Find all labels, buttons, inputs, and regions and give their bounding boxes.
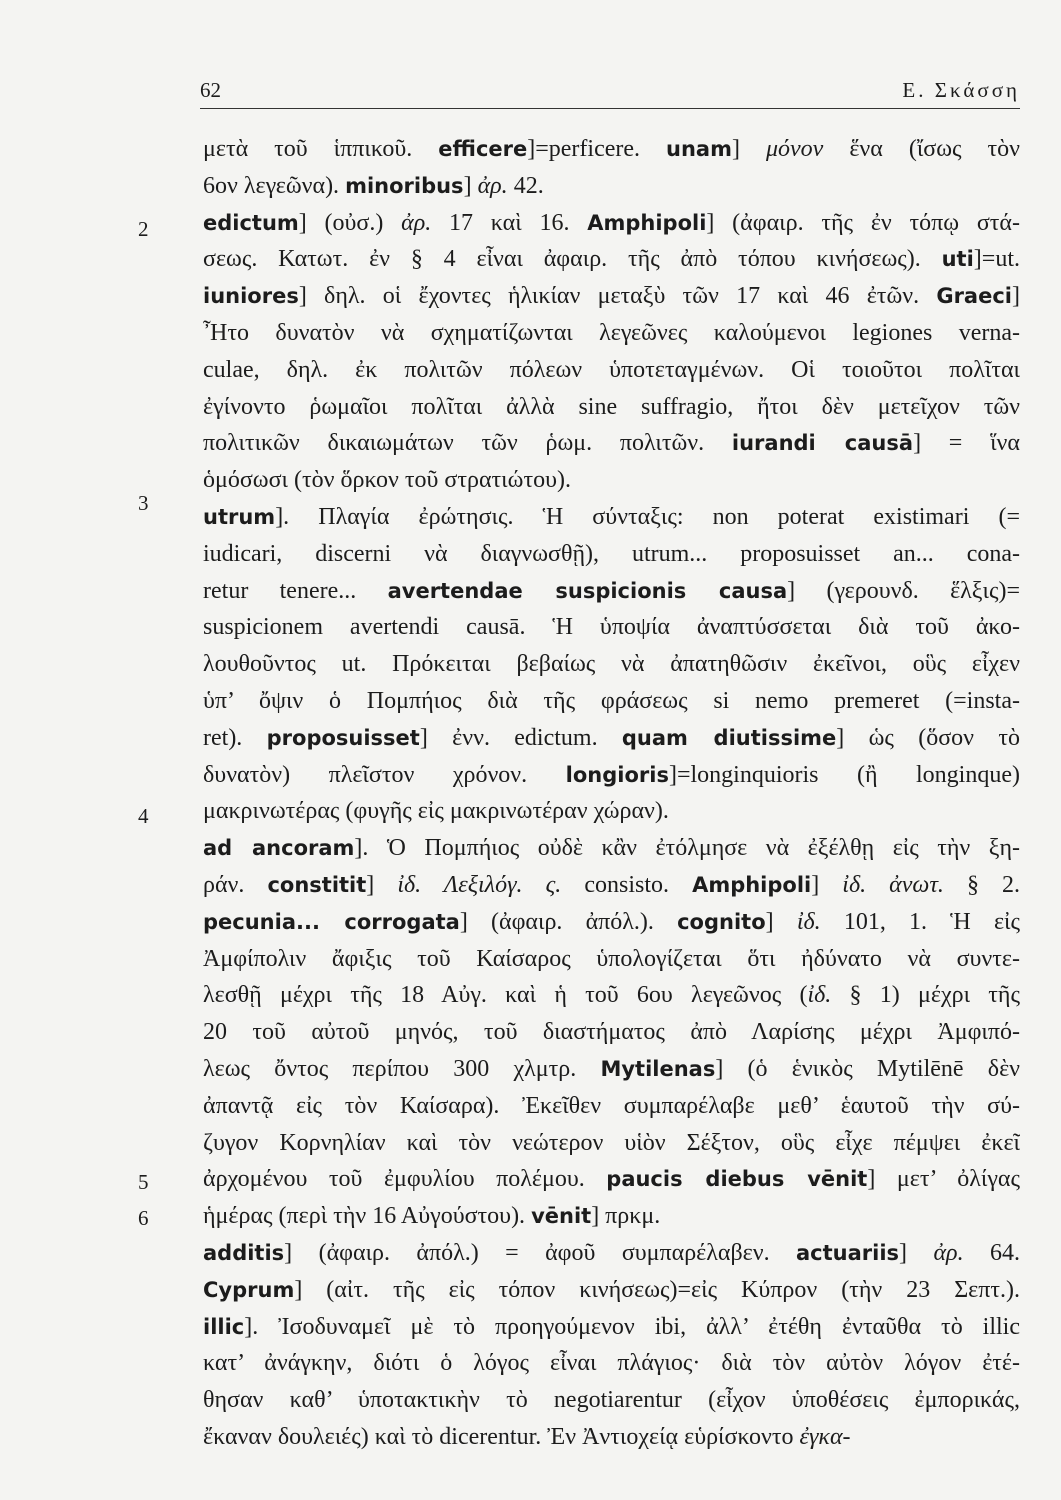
lemma: utrum — [203, 504, 276, 529]
italic-text: ἰδ. ἀνωτ. — [842, 871, 944, 898]
text-segment: 6ον λεγεῶνα). — [203, 172, 346, 199]
text-line — [203, 757, 1020, 794]
text-segment: Ἦτο δυνατὸν νὰ σχηματίζωνται λεγεῶνες καλούμενοι legiones verna- — [203, 319, 1020, 346]
italic-text: ἀρ. — [477, 172, 508, 199]
text-segment: 42. — [507, 172, 544, 199]
text-segment: ]. Ὁ Πομπήιος οὐδὲ κἂν ἐτόλμησε νὰ ἐξέλθῃ εἰς τὴν ξη- — [354, 835, 1020, 862]
lemma: additis — [203, 1240, 285, 1265]
lemma: longioris — [565, 762, 669, 787]
text-segment: ] — [765, 908, 797, 935]
text-segment: 17 καὶ 16. — [431, 209, 588, 236]
lemma: unam — [666, 137, 732, 161]
commentary-text — [203, 131, 1020, 1456]
text-segment: ] — [731, 136, 766, 162]
text-line — [203, 1309, 1020, 1346]
lemma: proposuisset — [266, 725, 420, 750]
text-segment: ] μετ’ ὀλίγας — [867, 1166, 1020, 1193]
section-number: 6 — [138, 1206, 149, 1230]
running-head: Ε. Σκάσση — [902, 78, 1020, 102]
text-segment: iudicari, discerni νὰ διαγνωσθῇ), utrum... proposuisset an... cona- — [203, 540, 1020, 567]
text-segment: ] = ἵνα — [913, 430, 1020, 457]
text-segment: δυνατὸν) πλεῖστον χρόνον. — [203, 761, 566, 788]
text-line — [203, 1161, 1020, 1198]
text-segment: § 1) μέχρι τῆς — [831, 982, 1020, 1009]
lemma: Mytilenas — [600, 1056, 716, 1081]
text-segment: πολιτικῶν δικαιωμάτων τῶν ῥωμ. πολιτῶν. — [203, 430, 732, 457]
text-segment: culae, δηλ. ἐκ πολιτῶν πόλεων ὑποτεταγμένων. Οἱ τοιοῦτοι πολῖται — [203, 356, 1020, 383]
text-segment: ] πρκμ. — [591, 1203, 661, 1230]
text-segment: ] ἐνν. edictum. — [419, 724, 622, 751]
text-segment: ]=longinquioris (ἢ longinque) — [668, 761, 1020, 788]
lemma: uti — [941, 247, 974, 272]
italic-text: ἀρ. — [933, 1239, 964, 1266]
text-segment: ζυγον Κορνηλίαν καὶ τὸν νεώτερον υἱὸν Σέξτον, οὓς εἶχε πέμψει ἐκεῖ — [203, 1129, 1020, 1156]
lemma: illic — [203, 1314, 245, 1339]
text-segment: σεως. Κατωτ. ἐν § 4 εἶναι ἀφαιρ. τῆς ἀπὸ τόπου κινήσεως). — [203, 246, 942, 273]
text-line — [203, 536, 1020, 573]
text-segment: ] (ἀφαιρ. τῆς ἐν τόπῳ στά- — [706, 209, 1020, 236]
italic-text: ἐγκα- — [799, 1423, 851, 1450]
italic-text: ἰδ. — [807, 982, 832, 1009]
text-line — [203, 168, 1020, 205]
lemma: avertendae suspicionis causa — [387, 578, 788, 603]
page-header — [200, 74, 1020, 109]
text-segment: κατ’ ἀνάγκην, διότι ὁ λόγος εἶναι πλάγιος· διὰ τὸν αὐτὸν λόγον ἐτέ- — [203, 1350, 1020, 1377]
lemma: efficere — [438, 137, 528, 161]
section-number: 5 — [138, 1170, 149, 1194]
text-segment: 101, 1. Ἡ εἰς — [820, 908, 1020, 935]
lemma: minoribus — [345, 173, 464, 198]
text-segment: ἕνα (ἴσως τὸν — [823, 136, 1020, 162]
text-segment: § 2. — [943, 871, 1020, 898]
text-line — [203, 425, 1020, 462]
text-segment: ἡμέρας (περὶ τὴν 16 Αὐγούστου). — [203, 1203, 532, 1230]
italic-text: μόνον — [765, 136, 824, 162]
text-line — [203, 1051, 1020, 1088]
text-line — [203, 609, 1020, 646]
text-line — [203, 1088, 1020, 1125]
text-segment: ]=ut. — [973, 246, 1020, 273]
text-segment: Ἀμφίπολιν ἄφιξις τοῦ Καίσαρος ὑπολογίζεται ὅτι ἠδύνατο νὰ συντε- — [203, 945, 1020, 972]
text-segment: μακρινωτέρας (φυγῆς εἰς μακρινωτέραν χώραν). — [203, 798, 669, 825]
text-line — [203, 1345, 1020, 1382]
text-segment: ]. Ἰσοδυναμεῖ μὲ τὸ προηγούμενον ibi, ἀλλ’ ἐτέθη ἐνταῦθα τὸ illic — [244, 1313, 1020, 1340]
text-segment: ἀπαντᾷ εἰς τὸν Καίσαρα). Ἐκεῖθεν συμπαρέλαβε μεθ’ ἑαυτοῦ τὴν σύ- — [203, 1092, 1020, 1119]
text-line — [203, 1382, 1020, 1419]
text-segment: ὑπ’ ὄψιν ὁ Πομπήιος διὰ τῆς φράσεως si nemo premeret (=insta- — [203, 687, 1020, 714]
text-segment: ] (ὁ ἑνικὸς Mytilēnē δὲν — [715, 1055, 1020, 1082]
text-line — [203, 241, 1020, 278]
lemma: constitit — [267, 872, 367, 897]
text-segment: ] (αἰτ. τῆς εἰς τόπον κινήσεως)=εἰς Κύπρον (τὴν 23 Σεπτ.). — [294, 1276, 1020, 1303]
text-segment: ] δηλ. οἱ ἔχοντες ἡλικίαν μεταξὺ τῶν 17 καὶ 46 ἐτῶν. — [298, 283, 937, 310]
lemma: cognito — [677, 909, 766, 934]
text-line — [203, 278, 1020, 315]
text-segment: ]=perficere. — [527, 136, 667, 162]
text-line — [203, 205, 1020, 242]
text-segment: ἀρχομένου τοῦ ἐμφυλίου πολέμου. — [203, 1166, 607, 1193]
text-line — [203, 867, 1020, 904]
lemma: Amphipoli — [692, 872, 812, 897]
text-line — [203, 977, 1020, 1014]
lemma: Amphipoli — [587, 210, 707, 235]
text-segment: suspicionem avertendi causā. Ἡ ὑποψία ἀναπτύσσεται διὰ τοῦ ἀκο- — [203, 614, 1020, 641]
text-segment: ] (γερουνδ. ἕλξις)= — [787, 577, 1020, 604]
italic-text: ἰδ. — [796, 908, 821, 935]
text-line — [203, 462, 1020, 499]
text-segment: ράν. — [203, 871, 268, 898]
lemma: Graeci — [936, 284, 1012, 309]
lemma: Cyprum — [203, 1277, 295, 1302]
lemma: iuniores — [203, 284, 299, 309]
text-segment: retur tenere... — [203, 577, 388, 604]
text-segment: ret). — [203, 724, 267, 751]
lemma: ad ancoram — [203, 836, 355, 861]
italic-text: ἀρ. — [401, 209, 432, 236]
italic-text: ἰδ. Λεξιλόγ. ς. — [397, 871, 562, 898]
text-segment: ἔκαναν δουλειές) καὶ τὸ dicerentur. Ἐν Ἀντιοχείᾳ εὑρίσκοντο — [203, 1423, 800, 1450]
text-segment: ] — [463, 172, 478, 199]
text-line — [203, 1235, 1020, 1272]
text-line — [203, 573, 1020, 610]
text-line — [203, 1272, 1020, 1309]
text-line — [203, 315, 1020, 352]
text-line — [203, 1198, 1020, 1235]
text-line — [203, 793, 1020, 830]
section-number: 4 — [138, 804, 149, 828]
text-line — [203, 646, 1020, 683]
text-line — [203, 1014, 1020, 1051]
text-segment: λεσθῇ μέχρι τῆς 18 Αὐγ. καὶ ἡ τοῦ 6ου λεγεῶνος ( — [203, 982, 808, 1009]
text-segment: ἐγίνοντο ῥωμαῖοι πολῖται ἀλλὰ sine suffragio, ἤτοι δὲν μετεῖχον τῶν — [203, 393, 1020, 420]
text-line — [203, 1125, 1020, 1162]
text-segment: ] — [366, 871, 398, 898]
text-segment: ] — [899, 1239, 934, 1266]
lemma: paucis diebus vēnit — [606, 1167, 868, 1192]
text-line — [203, 720, 1020, 757]
text-line — [203, 352, 1020, 389]
text-segment: ] ὡς (ὅσον τὸ — [836, 724, 1020, 751]
text-segment: ] — [1012, 283, 1020, 310]
text-segment: ] (ἀφαιρ. ἀπόλ.). — [459, 908, 678, 935]
text-line — [203, 683, 1020, 720]
text-segment: ]. Πλαγία ἐρώτησις. Ἡ σύνταξις: non poterat existimari (= — [275, 503, 1020, 530]
text-line — [203, 904, 1020, 941]
text-segment: ] (οὐσ.) — [298, 209, 402, 236]
lemma: actuariis — [796, 1240, 900, 1265]
text-segment: 64. — [963, 1239, 1020, 1266]
text-line — [203, 131, 1020, 168]
lemma: pecunia... corrogata — [203, 909, 460, 934]
text-segment: θησαν καθ’ ὑποτακτικὴν τὸ negotiarentur (εἶχον ὑποθέσεις ἐμπορικάς, — [203, 1387, 1020, 1414]
text-segment: μετὰ τοῦ ἱππικοῦ. — [203, 136, 439, 162]
text-line — [203, 499, 1020, 536]
text-segment: ] (ἀφαιρ. ἀπόλ.) = ἀφοῦ συμπαρέλαβεν. — [284, 1239, 797, 1266]
text-segment: λεως ὄντος περίπου 300 χλμτρ. — [203, 1055, 601, 1082]
lemma: vēnit — [531, 1204, 592, 1229]
lemma: iurandi causā — [731, 431, 914, 456]
text-line — [203, 1419, 1020, 1456]
lemma: quam diutissime — [621, 725, 837, 750]
text-segment: ] — [811, 871, 843, 898]
text-segment: consisto. — [561, 871, 693, 898]
text-line — [203, 389, 1020, 426]
text-line — [203, 830, 1020, 867]
section-number: 2 — [138, 217, 149, 241]
text-segment: 20 τοῦ αὐτοῦ μηνός, τοῦ διαστήματος ἀπὸ Λαρίσης μέχρι Ἀμφιπό- — [203, 1019, 1020, 1046]
page-number: 62 — [200, 78, 221, 102]
text-line — [203, 941, 1020, 978]
lemma: edictum — [203, 210, 299, 235]
section-number: 3 — [138, 491, 149, 515]
text-segment: λουθοῦντος ut. Πρόκειται βεβαίως νὰ ἀπατηθῶσιν ἐκεῖνοι, οὓς εἶχεν — [203, 651, 1020, 678]
text-segment: ὁμόσωσι (τὸν ὅρκον τοῦ στρατιώτου). — [203, 467, 571, 494]
